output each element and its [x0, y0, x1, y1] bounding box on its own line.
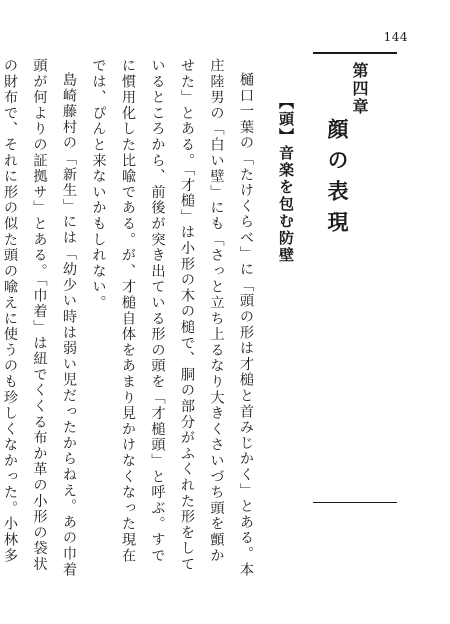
- page-number: 144: [383, 30, 408, 44]
- chapter-rule-bottom: [313, 502, 397, 503]
- chapter-title: 顔の表現: [325, 118, 350, 242]
- chapter-number: 第四章: [350, 62, 369, 116]
- section-heading: 【頭】音楽を包む防壁: [277, 94, 295, 264]
- chapter-rule-top: [313, 52, 397, 54]
- body-text: [2, 58, 260, 578]
- body-paragraph: 島崎藤村の「新生」には「幼少い時は弱い児だったからねえ。あの巾着頭が何よりの証拠サ」とある。「巾着」は紐でくくる布か革の小形の袋状の財布で、それに形の似た頭の喩えに使うのも珍しくなかった。小林多: [2, 58, 77, 578]
- body-paragraph: 樋口一葉の「たけくらべ」に「頭の形は才槌と首みじかく」とある。本庄陸男の「白い壁」にも「さっと立ち上るなり大きくさいづち頭を顫かせた」とある。「才槌」は小形の木の槌で、胴の部分がふくれた形をしているところから、前後が突き出ている形の頭を「才槌頭」と呼ぶ。すでに慣用化した比喩である。が、才槌自体をあまり見かけなくなった現在では、ぴんと来ないかもしれない。: [90, 58, 254, 578]
